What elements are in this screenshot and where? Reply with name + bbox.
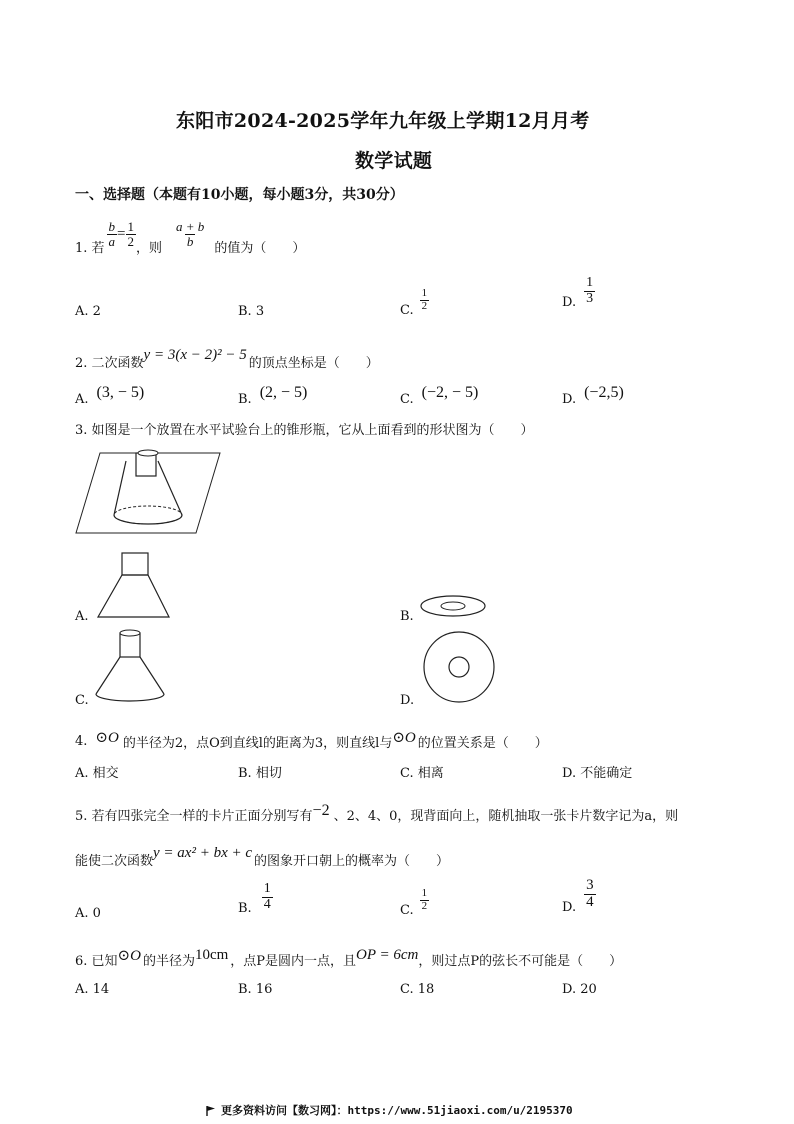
q3-option-d-figure: [422, 630, 498, 706]
q1-cond-rhs: $\frac{1}{2}$: [127, 219, 135, 249]
q3-option-c-figure: [92, 630, 172, 705]
q3-option-a-label: A.: [75, 609, 89, 624]
q2-option-a: A. (3, − 5): [75, 383, 145, 407]
section-heading: 一、选择题（本题有10小题，每小题3分，共30分）: [75, 187, 404, 203]
q5-option-b: B. $\frac{1}{4}$: [238, 881, 271, 917]
q3-option-c-label: C.: [75, 693, 89, 708]
q6-option-b: B. 16: [238, 982, 273, 997]
q5-option-c: C. $\frac{1}{2}$: [400, 887, 428, 919]
question-5-line-1: 5. 若有四张完全一样的卡片正面分别写有 −2 、2、4、0，现背面向上，随机抽取一张卡片数字记为a，则: [75, 801, 679, 824]
q5-formula: y = ax² + bx + c: [153, 845, 253, 861]
footer-link[interactable]: 更多资料访问【数习网】：https://www.51jiaoxi.com/u/2195370: [206, 1102, 573, 1118]
q6-option-a: A. 14: [75, 982, 110, 997]
q1-lead: 1. 若: [75, 241, 105, 256]
q4-option-b: B. 相切: [238, 766, 282, 781]
q4-circle-symbol: ⊙O: [95, 730, 119, 746]
flask-on-platform-figure: [74, 449, 224, 544]
q3-option-b-label: B.: [400, 609, 414, 624]
question-3: 3. 如图是一个放置在水平试验台上的锥形瓶，它从上面看到的形状图为（ ）: [75, 423, 534, 438]
q3-option-b-figure: [420, 595, 490, 619]
question-6: 6. 已知 ⊙O 的半径为 10cm ，点P是圆内一点，且 OP = 6cm ，则过点P的弦长不可能是（ ）: [75, 947, 623, 969]
q4-option-d: D. 不能确定: [562, 766, 633, 781]
q1-mid: ，则: [136, 241, 163, 256]
q1-option-a: A. 2: [75, 304, 101, 319]
q4-option-c: C. 相离: [400, 766, 444, 781]
q6-circle-symbol: ⊙O: [117, 948, 141, 964]
q6-option-d: D. 20: [562, 982, 597, 997]
q2-option-c: C. (−2, − 5): [400, 383, 479, 407]
q4-option-a: A. 相交: [75, 766, 119, 781]
q2-option-d: D. (−2,5): [562, 383, 624, 407]
q1-expr: $\frac{a + b}{b}$: [176, 219, 205, 249]
q3-option-a-figure: [94, 552, 174, 620]
q4-circle-symbol-2: ⊙O: [392, 730, 416, 746]
q1-option-b: B. 3: [238, 304, 265, 319]
q1-cond-lhs: $\frac{b}{a}$: [108, 219, 116, 249]
q6-option-c: C. 18: [400, 982, 435, 997]
q5-option-d: D. $\frac{3}{4}$: [562, 877, 594, 915]
question-4: 4. ⊙O 的半径为2，点O到直线l的距离为3，则直线l与 ⊙O 的位置关系是（ ）: [75, 730, 548, 751]
q1-tail: 的值为（ ）: [214, 241, 306, 256]
flag-icon: [206, 1105, 216, 1116]
page-title: 东阳市2024-2025学年九年级上学期12月月考: [176, 110, 590, 132]
question-1: [75, 213, 305, 256]
q1-option-d: D. $\frac{1}{3}$: [562, 275, 594, 311]
q2-option-b: B. (2, − 5): [238, 383, 308, 407]
q5-option-a: A. 0: [75, 906, 101, 921]
q1-option-c: C. $\frac{1}{2}$: [400, 287, 428, 319]
page-subtitle: 数学试题: [355, 150, 433, 172]
q1-eq: =: [117, 226, 126, 242]
question-5-line-2: 能使二次函数 y = ax² + bx + c 的图象开口朝上的概率为（ ）: [75, 845, 450, 869]
q2-formula: y = 3(x − 2)² − 5: [143, 347, 247, 363]
question-2: 2. 二次函数 y = 3(x − 2)² − 5 的顶点坐标是（ ）: [75, 347, 379, 371]
q3-option-d-label: D.: [400, 693, 415, 708]
